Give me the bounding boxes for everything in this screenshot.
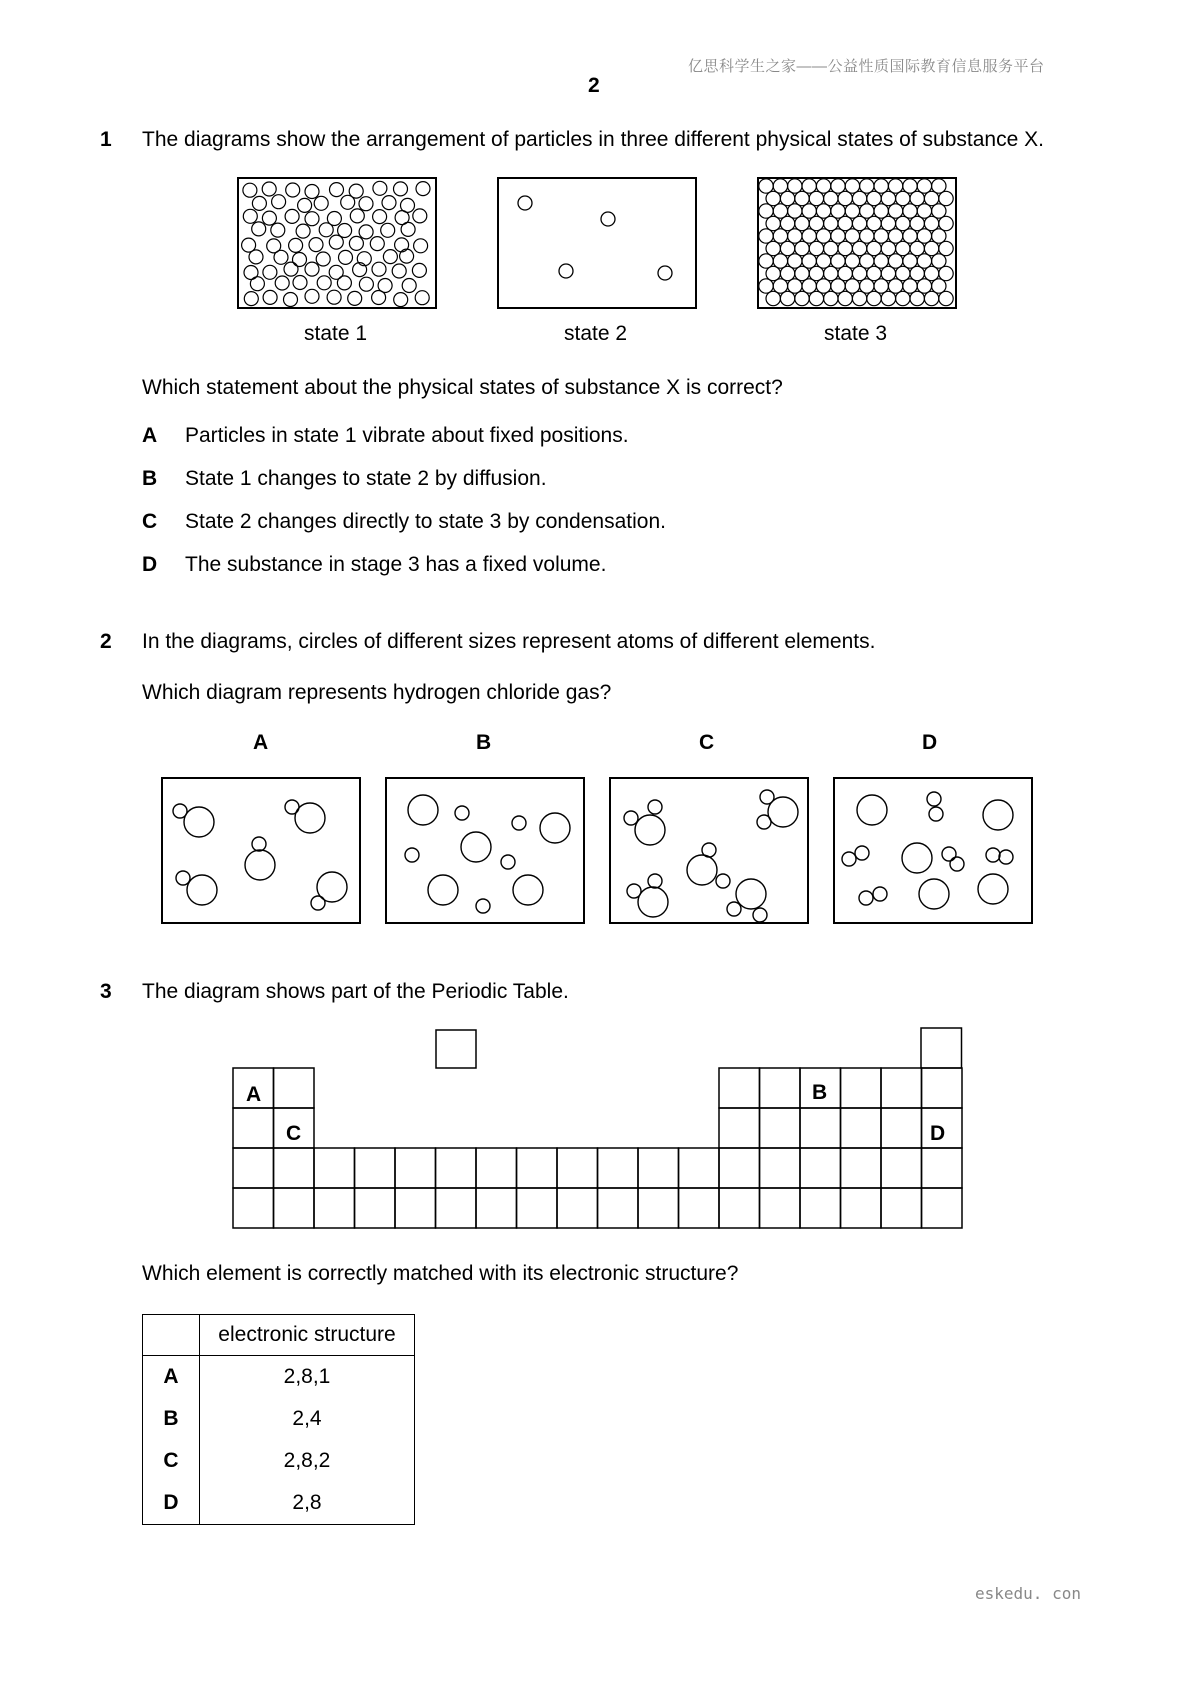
q2-diagram-label: B: [476, 731, 492, 754]
q1-option-letter: C: [142, 510, 158, 533]
row-letter: B: [143, 1398, 200, 1440]
row-letter: A: [143, 1356, 200, 1399]
q1-option-text: The substance in stage 3 has a fixed volume.: [185, 553, 607, 576]
q1-option-text: State 2 changes directly to state 3 by condensation.: [185, 510, 666, 533]
q2-text: In the diagrams, circles of different sizes represent atoms of different elements.: [142, 630, 876, 653]
q1-question: Which statement about the physical states of substance X is correct?: [142, 376, 783, 399]
state-3-caption: state 3: [824, 322, 888, 345]
table-row: [143, 1398, 415, 1440]
watermark-text: 亿思科学生之家——公益性质国际教育信息服务平台: [688, 58, 1045, 75]
table-header: electronic structure: [200, 1315, 415, 1356]
q1-option-letter: A: [142, 424, 158, 447]
q2-question: Which diagram represents hydrogen chloride gas?: [142, 681, 612, 704]
row-letter: D: [143, 1482, 200, 1525]
q1-option-letter: D: [142, 553, 158, 576]
q3-number: 3: [100, 980, 112, 1003]
page-number: 2: [588, 74, 600, 97]
state-3-diagram: [758, 178, 956, 308]
q1-option-text: State 1 changes to state 2 by diffusion.: [185, 467, 547, 490]
q1-number: 1: [100, 128, 112, 151]
periodic-table-diagram: [0, 1020, 1190, 1240]
state-1-caption: state 1: [304, 322, 368, 345]
row-letter: C: [143, 1440, 200, 1482]
pt-label-b: B: [812, 1081, 828, 1104]
electronic-structure-table: [142, 1314, 415, 1525]
state-1-diagram: [238, 178, 436, 308]
row-value: 2,8: [200, 1482, 415, 1525]
q1-option-text: Particles in state 1 vibrate about fixed positions.: [185, 424, 629, 447]
q1-option-letter: B: [142, 467, 158, 490]
row-value: 2,8,2: [200, 1440, 415, 1482]
q1-text: The diagrams show the arrangement of particles in three different physical states of substance X.: [142, 128, 1044, 151]
q2-number: 2: [100, 630, 112, 653]
q1-state-diagrams: [0, 0, 1190, 340]
pt-label-c: C: [286, 1122, 302, 1145]
state-2-caption: state 2: [564, 322, 628, 345]
pt-label-a: A: [246, 1083, 262, 1106]
q3-text: The diagram shows part of the Periodic Table.: [142, 980, 569, 1003]
q3-question: Which element is correctly matched with its electronic structure?: [142, 1262, 739, 1285]
footer-site: eskedu. con: [975, 1584, 1081, 1603]
table-corner-cell: [143, 1315, 200, 1356]
table-row: [143, 1482, 415, 1525]
table-row: [143, 1356, 415, 1399]
pt-label-d: D: [930, 1122, 946, 1145]
q2-molecule-diagrams: [0, 770, 1190, 930]
row-value: 2,4: [200, 1398, 415, 1440]
state-2-diagram: [498, 178, 696, 308]
table-row: [143, 1440, 415, 1482]
row-value: 2,8,1: [200, 1356, 415, 1399]
q2-diagram-label: A: [253, 731, 269, 754]
q2-diagram-label: D: [922, 731, 938, 754]
q2-diagram-label: C: [699, 731, 715, 754]
table-header-row: [143, 1315, 415, 1356]
